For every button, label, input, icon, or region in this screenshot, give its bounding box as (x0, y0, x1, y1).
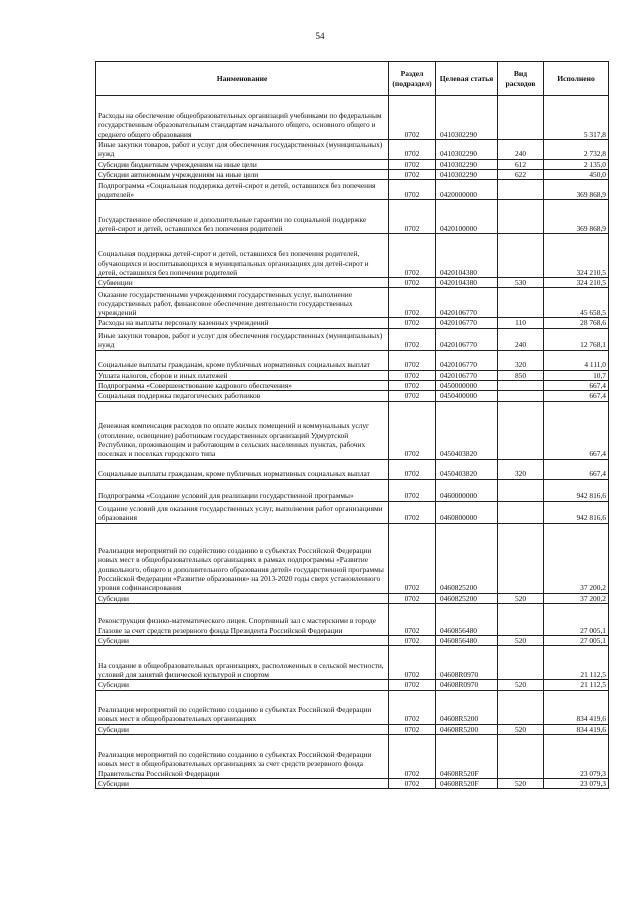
row-section-cell: 0702 (389, 350, 436, 370)
row-target-cell: 0450000000 (436, 381, 498, 391)
row-type-cell (498, 234, 544, 278)
table-row (96, 734, 609, 778)
row-section-cell: 0702 (389, 459, 436, 479)
row-amount-cell: 23 079,3 (544, 734, 609, 778)
row-amount-cell: 12 768,1 (544, 328, 609, 350)
row-section-cell: 0702 (389, 234, 436, 278)
row-type-cell: 240 (498, 140, 544, 160)
row-amount-cell: 27 005,1 (544, 603, 609, 635)
row-section-cell: 0702 (389, 646, 436, 680)
row-section-cell: 0702 (389, 200, 436, 234)
row-type-cell: 320 (498, 459, 544, 479)
row-section-cell: 0702 (389, 318, 436, 328)
row-target-cell: 0420106770 (436, 318, 498, 328)
row-amount-cell: 942 816,6 (544, 501, 609, 523)
row-type-cell: 850 (498, 370, 544, 380)
row-target-cell: 0420106770 (436, 288, 498, 318)
row-section-cell: 0702 (389, 603, 436, 635)
row-section-cell: 0702 (389, 724, 436, 734)
row-target-cell: 0460000000 (436, 479, 498, 501)
row-name-cell: Субсидии автономным учреждениям на иные цели (96, 169, 389, 179)
row-type-cell (498, 479, 544, 501)
row-section-cell: 0702 (389, 381, 436, 391)
row-type-cell: 240 (498, 328, 544, 350)
row-target-cell: 04608R0970 (436, 646, 498, 680)
budget-table (95, 61, 609, 789)
row-section-cell: 0702 (389, 523, 436, 593)
row-type-cell (498, 523, 544, 593)
row-section-cell: 0702 (389, 180, 436, 200)
table-row (96, 328, 609, 350)
table-row (96, 381, 609, 391)
table-row (96, 603, 609, 635)
row-type-cell (498, 603, 544, 635)
row-section-cell: 0702 (389, 288, 436, 318)
row-section-cell: 0702 (389, 169, 436, 179)
row-name-cell: Государственное обеспечение и дополнительные гарантии по социальной поддержке детей-сирот и детей, оставшихся без попечения родителей (96, 200, 389, 234)
row-amount-cell: 834 419,6 (544, 724, 609, 734)
table-row (96, 169, 609, 179)
row-section-cell: 0702 (389, 391, 436, 401)
row-section-cell: 0702 (389, 370, 436, 380)
row-name-cell: Субсидии бюджетным учреждениям на иные цели (96, 159, 389, 169)
row-name-cell: Расходы на выплаты персоналу казенных учреждений (96, 318, 389, 328)
row-section-cell: 0702 (389, 680, 436, 690)
row-target-cell: 04608R520F (436, 778, 498, 788)
row-amount-cell: 369 868,9 (544, 200, 609, 234)
row-amount-cell: 27 005,1 (544, 635, 609, 645)
row-amount-cell: 667,4 (544, 401, 609, 459)
row-section-cell: 0702 (389, 501, 436, 523)
table-row (96, 288, 609, 318)
row-target-cell: 0460825200 (436, 523, 498, 593)
row-amount-cell: 28 768,6 (544, 318, 609, 328)
header-target: Целевая статья (436, 62, 498, 96)
row-section-cell: 0702 (389, 159, 436, 169)
row-target-cell: 0420100000 (436, 200, 498, 234)
table-row (96, 501, 609, 523)
row-amount-cell: 667,4 (544, 459, 609, 479)
row-target-cell: 0460856480 (436, 635, 498, 645)
row-target-cell: 0410302290 (436, 140, 498, 160)
row-target-cell: 04608R5200 (436, 724, 498, 734)
row-type-cell: 520 (498, 593, 544, 603)
page-number: 54 (315, 31, 325, 41)
row-name-cell: Субсидии (96, 593, 389, 603)
row-amount-cell: 10,7 (544, 370, 609, 380)
table-body (96, 96, 609, 789)
table-row (96, 479, 609, 501)
row-section-cell: 0702 (389, 734, 436, 778)
row-section-cell: 0702 (389, 690, 436, 724)
table-row (96, 690, 609, 724)
row-amount-cell: 5 317,8 (544, 96, 609, 140)
table-row (96, 140, 609, 160)
row-amount-cell: 37 200,2 (544, 523, 609, 593)
row-name-cell: Реконструкция физико-математического лицея. Спортивный зал с мастерскими в городе Глазове за счет средств резервного фонда Президента Российской Федерации (96, 603, 389, 635)
row-type-cell (498, 646, 544, 680)
row-type-cell: 110 (498, 318, 544, 328)
table-row (96, 234, 609, 278)
row-target-cell: 0420106770 (436, 370, 498, 380)
table-row (96, 180, 609, 200)
row-amount-cell: 450,0 (544, 169, 609, 179)
row-section-cell: 0702 (389, 140, 436, 160)
row-type-cell (498, 180, 544, 200)
row-amount-cell: 21 112,5 (544, 680, 609, 690)
row-amount-cell: 324 210,5 (544, 234, 609, 278)
row-amount-cell: 37 200,2 (544, 593, 609, 603)
row-target-cell: 0420104380 (436, 234, 498, 278)
row-type-cell (498, 288, 544, 318)
table-row (96, 459, 609, 479)
row-amount-cell: 667,4 (544, 381, 609, 391)
row-name-cell: Реализация мероприятий по содействию созданию в субъектах Российской Федерации новых мест в общеобразовательных организациях в рамках подпрограммы «Развитие дошкольного, общего и дополнительного образования детей» государственной программы Российской Федерации «Развитие образования» на 2013-2020 годы сверх установленного уровня софинансирования (96, 523, 389, 593)
header-type: Вид расходов (498, 62, 544, 96)
row-target-cell: 0450403820 (436, 401, 498, 459)
row-type-cell (498, 391, 544, 401)
row-name-cell: Расходы на обеспечение общеобразовательных организаций учебниками по федеральным государственным образовательным стандартам начального общего, основного общего и среднего общего образования (96, 96, 389, 140)
row-amount-cell: 324 210,5 (544, 278, 609, 288)
row-name-cell: Подпрограмма «Создание условий для реализации государственной программы» (96, 479, 389, 501)
row-name-cell: Социальные выплаты гражданам, кроме публичных нормативных социальных выплат (96, 459, 389, 479)
row-name-cell: Субсидии (96, 724, 389, 734)
row-name-cell: Социальная поддержка детей-сирот и детей, оставшихся без попечения родителей, обучающихся и воспитывающихся в муниципальных организациях для детей-сирот и детей, оставшихся без попечения родителей (96, 234, 389, 278)
row-target-cell: 0460800000 (436, 501, 498, 523)
table-row (96, 680, 609, 690)
row-target-cell: 04608R0970 (436, 680, 498, 690)
row-name-cell: Субсидии (96, 680, 389, 690)
header-name: Наименование (96, 62, 389, 96)
row-name-cell: Реализация мероприятий по содействию созданию в субъектах Российской Федерации новых мест в общеобразовательных организациях (96, 690, 389, 724)
row-target-cell: 0420104380 (436, 278, 498, 288)
row-target-cell: 0420106770 (436, 350, 498, 370)
table-row (96, 593, 609, 603)
table-row (96, 159, 609, 169)
row-type-cell (498, 734, 544, 778)
row-amount-cell: 21 112,5 (544, 646, 609, 680)
table-row (96, 401, 609, 459)
row-type-cell: 520 (498, 778, 544, 788)
row-target-cell: 04608R5200 (436, 690, 498, 724)
row-target-cell: 0420106770 (436, 328, 498, 350)
row-type-cell (498, 401, 544, 459)
row-type-cell: 530 (498, 278, 544, 288)
row-type-cell (498, 381, 544, 391)
row-amount-cell: 369 868,9 (544, 180, 609, 200)
row-type-cell: 320 (498, 350, 544, 370)
row-amount-cell: 45 658,5 (544, 288, 609, 318)
row-type-cell (498, 200, 544, 234)
header-row (96, 62, 609, 96)
row-target-cell: 0450400000 (436, 391, 498, 401)
row-type-cell (498, 96, 544, 140)
row-name-cell: Субвенции (96, 278, 389, 288)
row-section-cell: 0702 (389, 593, 436, 603)
row-name-cell: Социальная поддержка педагогических работников (96, 391, 389, 401)
row-target-cell: 0420000000 (436, 180, 498, 200)
row-type-cell (498, 690, 544, 724)
table-row (96, 200, 609, 234)
row-name-cell: Иные закупки товаров, работ и услуг для обеспечения государственных (муниципальных) нужд (96, 328, 389, 350)
row-type-cell: 520 (498, 680, 544, 690)
table-row (96, 778, 609, 788)
row-target-cell: 0410302290 (436, 169, 498, 179)
row-amount-cell: 834 419,6 (544, 690, 609, 724)
row-section-cell: 0702 (389, 401, 436, 459)
header-amount: Исполнено (544, 62, 609, 96)
table-header (96, 62, 609, 96)
row-section-cell: 0702 (389, 778, 436, 788)
row-amount-cell: 4 111,0 (544, 350, 609, 370)
row-name-cell: На создание в общеобразовательных организациях, расположенных в сельской местности, условий для занятий физической культурой и спортом (96, 646, 389, 680)
row-section-cell: 0702 (389, 479, 436, 501)
row-type-cell: 520 (498, 724, 544, 734)
table-row (96, 96, 609, 140)
table-row (96, 318, 609, 328)
row-amount-cell: 2 732,8 (544, 140, 609, 160)
row-type-cell (498, 501, 544, 523)
row-target-cell: 0450403820 (436, 459, 498, 479)
table-row (96, 635, 609, 645)
row-name-cell: Субсидии (96, 778, 389, 788)
row-section-cell: 0702 (389, 635, 436, 645)
row-type-cell: 520 (498, 635, 544, 645)
table-row (96, 350, 609, 370)
row-name-cell: Иные закупки товаров, работ и услуг для обеспечения государственных (муниципальных) нужд (96, 140, 389, 160)
table-row (96, 724, 609, 734)
row-amount-cell: 23 079,3 (544, 778, 609, 788)
row-amount-cell: 667,4 (544, 391, 609, 401)
row-target-cell: 0460825200 (436, 593, 498, 603)
row-name-cell: Создание условий для оказания государственных услуг, выполнения работ организациями образования (96, 501, 389, 523)
row-section-cell: 0702 (389, 278, 436, 288)
row-name-cell: Подпрограмма «Совершенствование кадрового обеспечения» (96, 381, 389, 391)
row-name-cell: Реализация мероприятий по содействию созданию в субъектах Российской Федерации новых мест в общеобразовательных организациях за счет средств резервного фонда Правительства Российской Федерации (96, 734, 389, 778)
table-row (96, 278, 609, 288)
row-section-cell: 0702 (389, 96, 436, 140)
row-amount-cell: 2 135,0 (544, 159, 609, 169)
row-name-cell: Денежная компенсация расходов по оплате жилых помещений и коммунальных услуг (отопление, освещение) работникам государственных организаций Удмуртской Республики, проживающим и работающим в сельских населенных пунктах, рабочих поселках и поселках городского типа (96, 401, 389, 459)
row-section-cell: 0702 (389, 328, 436, 350)
row-target-cell: 04608R520F (436, 734, 498, 778)
row-name-cell: Подпрограмма «Социальная поддержка детей-сирот и детей, оставшихся без попечения родителей» (96, 180, 389, 200)
row-target-cell: 0460856480 (436, 603, 498, 635)
table-row (96, 523, 609, 593)
row-name-cell: Субсидии (96, 635, 389, 645)
row-target-cell: 0410302290 (436, 96, 498, 140)
row-type-cell: 622 (498, 169, 544, 179)
table-row (96, 646, 609, 680)
header-section: Раздел (подраздел) (389, 62, 436, 96)
table-row (96, 391, 609, 401)
row-target-cell: 0410302290 (436, 159, 498, 169)
row-name-cell: Оказание государственными учреждениями государственных услуг, выполнение государственных работ, финансовое обеспечение деятельности государственных учреждений (96, 288, 389, 318)
row-type-cell: 612 (498, 159, 544, 169)
row-amount-cell: 942 816,6 (544, 479, 609, 501)
row-name-cell: Уплата налогов, сборов и иных платежей (96, 370, 389, 380)
row-name-cell: Социальные выплаты гражданам, кроме публичных нормативных социальных выплат (96, 350, 389, 370)
table-row (96, 370, 609, 380)
